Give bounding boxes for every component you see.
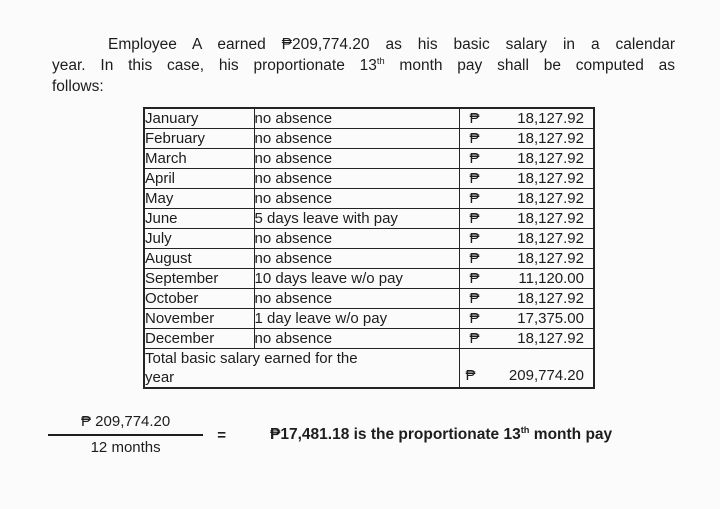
fraction-numerator: ₱ 209,774.20 — [48, 413, 203, 436]
table-row — [144, 108, 594, 129]
amount-cell — [459, 329, 594, 349]
total-amount-cell — [459, 349, 594, 389]
month-cell: December — [144, 329, 254, 349]
intro-line-2-tail: month pay shall be computed as — [384, 57, 676, 74]
amount-value: 18,127.92 — [517, 190, 584, 207]
amount-cell — [459, 169, 594, 189]
table-row — [144, 229, 594, 249]
month-cell: June — [144, 209, 254, 229]
intro-line-3: follows: — [52, 78, 104, 95]
peso-sign: ₱ — [469, 170, 480, 187]
amount-value: 18,127.92 — [517, 210, 584, 227]
ordinal-superscript: th — [520, 424, 530, 435]
peso-sign: ₱ — [469, 330, 480, 347]
table-row — [144, 129, 594, 149]
peso-sign: ₱ — [469, 190, 480, 207]
peso-sign: ₱ — [469, 310, 480, 327]
amount-value: 18,127.92 — [517, 170, 584, 187]
note-cell: no absence — [254, 249, 459, 269]
intro-line-2 — [52, 55, 675, 76]
result-text-main: ₱17,481.18 is the proportionate 13 — [270, 426, 521, 443]
month-cell: January — [144, 108, 254, 129]
intro-paragraph — [52, 34, 675, 97]
month-cell: October — [144, 289, 254, 309]
note-cell: 10 days leave w/o pay — [254, 269, 459, 289]
total-label-line-1: Total basic salary earned for the — [145, 350, 358, 367]
peso-sign: ₱ — [469, 270, 480, 287]
amount-value: 18,127.92 — [517, 150, 584, 167]
peso-sign: ₱ — [469, 110, 480, 127]
table-row — [144, 269, 594, 289]
total-label — [144, 349, 459, 389]
table-row — [144, 189, 594, 209]
month-cell: November — [144, 309, 254, 329]
peso-sign: ₱ — [469, 150, 480, 167]
amount-value: 18,127.92 — [517, 250, 584, 267]
table-row — [144, 169, 594, 189]
peso-sign: ₱ — [469, 130, 480, 147]
salary-table — [143, 107, 595, 389]
amount-value: 18,127.92 — [517, 290, 584, 307]
fraction — [48, 413, 203, 457]
amount-value: 17,375.00 — [517, 310, 584, 327]
amount-cell — [459, 108, 594, 129]
peso-sign: ₱ — [469, 210, 480, 227]
peso-sign: ₱ — [465, 367, 476, 384]
intro-line-2-text: year. In this case, his proportionate 13 — [52, 57, 377, 74]
month-cell: July — [144, 229, 254, 249]
month-cell: February — [144, 129, 254, 149]
amount-cell — [459, 209, 594, 229]
note-cell: no absence — [254, 289, 459, 309]
table-row — [144, 149, 594, 169]
amount-value: 18,127.92 — [517, 230, 584, 247]
month-cell: May — [144, 189, 254, 209]
amount-cell — [459, 309, 594, 329]
amount-value: 18,127.92 — [517, 110, 584, 127]
total-label-line-2: year — [145, 369, 175, 386]
amount-cell — [459, 289, 594, 309]
note-cell: no absence — [254, 108, 459, 129]
note-cell: no absence — [254, 149, 459, 169]
month-cell: September — [144, 269, 254, 289]
result-text — [270, 426, 612, 444]
table-row — [144, 289, 594, 309]
amount-cell — [459, 229, 594, 249]
month-cell: April — [144, 169, 254, 189]
ordinal-superscript: th — [376, 55, 385, 66]
result-text-tail: month pay — [529, 426, 613, 443]
note-cell: no absence — [254, 229, 459, 249]
fraction-denominator: 12 months — [90, 439, 161, 456]
amount-cell — [459, 129, 594, 149]
note-cell: no absence — [254, 169, 459, 189]
note-cell: 1 day leave w/o pay — [254, 309, 459, 329]
note-cell: 5 days leave with pay — [254, 209, 459, 229]
table-row — [144, 209, 594, 229]
table-row — [144, 329, 594, 349]
note-cell: no absence — [254, 189, 459, 209]
table-row — [144, 249, 594, 269]
total-amount-value: 209,774.20 — [508, 367, 584, 384]
amount-cell — [459, 189, 594, 209]
peso-sign: ₱ — [469, 250, 480, 267]
amount-value: 11,120.00 — [518, 270, 584, 287]
note-cell: no absence — [254, 129, 459, 149]
amount-value: 18,127.92 — [517, 130, 584, 147]
month-cell: August — [144, 249, 254, 269]
note-cell: no absence — [254, 329, 459, 349]
total-row — [144, 349, 594, 389]
month-cell: March — [144, 149, 254, 169]
amount-cell — [459, 149, 594, 169]
peso-sign: ₱ — [469, 230, 480, 247]
peso-sign: ₱ — [469, 290, 480, 307]
computation-formula — [48, 413, 720, 457]
equals-sign: = — [217, 426, 227, 444]
table-row — [144, 309, 594, 329]
amount-cell — [459, 269, 594, 289]
amount-cell — [459, 249, 594, 269]
amount-value: 18,127.92 — [517, 330, 584, 347]
intro-line-1: Employee A earned ₱209,774.20 as his basic salary in a calendar — [108, 36, 675, 53]
